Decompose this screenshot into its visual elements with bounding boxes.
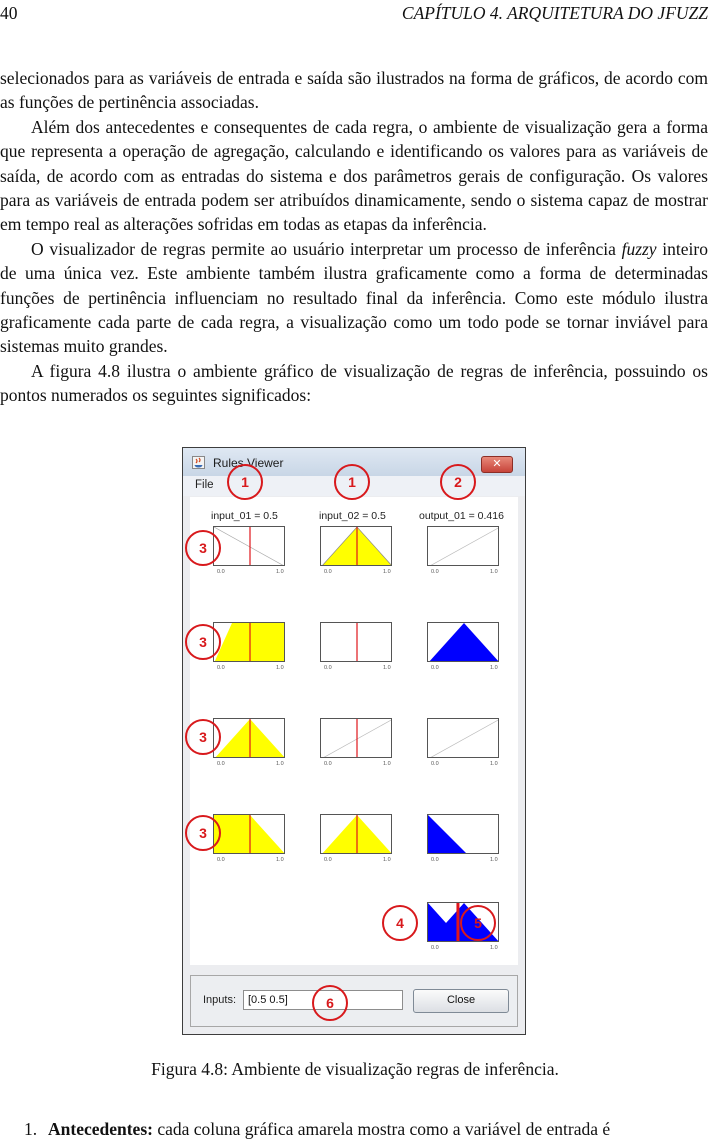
paragraph: A figura 4.8 ilustra o ambiente gráfico de visualização de regras de inferência, possuindo os pontos numerados os seguintes significados: <box>0 360 708 406</box>
column-header-input-02: input_02 = 0.5 <box>319 510 386 522</box>
callout-marker: 3 <box>185 530 221 566</box>
chapter-title: CAPÍTULO 4. ARQUITETURA DO JFUZZ <box>401 3 708 23</box>
java-app-icon <box>192 456 205 469</box>
tick-min: 0.0 <box>217 569 225 575</box>
rule-2-consequent-plot <box>427 622 499 662</box>
rule-4-antecedent-2-plot <box>320 814 392 854</box>
membership-triangle <box>428 623 499 662</box>
callout-marker: 6 <box>312 985 348 1021</box>
column-header-output-01: output_01 = 0.416 <box>419 510 504 522</box>
tick-max: 1.0 <box>490 665 498 671</box>
close-button[interactable]: Close <box>413 989 509 1013</box>
rule-3-antecedent-1-plot <box>213 718 285 758</box>
tick-min: 0.0 <box>431 945 439 951</box>
tick-min: 0.0 <box>217 761 225 767</box>
tick-max: 1.0 <box>383 761 391 767</box>
inputs-panel <box>190 975 518 1027</box>
list-term: Antecedentes: <box>48 1119 153 1139</box>
rule-3-consequent-plot <box>427 718 499 758</box>
tick-max: 1.0 <box>276 569 284 575</box>
tick-min: 0.0 <box>431 665 439 671</box>
tick-max: 1.0 <box>490 857 498 863</box>
tick-min: 0.0 <box>431 569 439 575</box>
page-header <box>0 3 710 25</box>
paragraph-text: O visualizador de regras permite ao usuário interpretar um processo de inferência <box>31 238 622 259</box>
rule-1-antecedent-1-plot <box>213 526 285 566</box>
tick-max: 1.0 <box>383 665 391 671</box>
tick-min: 0.0 <box>324 857 332 863</box>
tick-max: 1.0 <box>276 665 284 671</box>
tick-min: 0.0 <box>324 761 332 767</box>
tick-max: 1.0 <box>383 569 391 575</box>
rule-2-antecedent-1-plot <box>213 622 285 662</box>
tick-max: 1.0 <box>490 945 498 951</box>
tick-min: 0.0 <box>217 857 225 863</box>
callout-marker: 3 <box>185 624 221 660</box>
column-header-input-01: input_01 = 0.5 <box>211 510 278 522</box>
list-item <box>24 1119 710 1140</box>
rule-4-antecedent-1-plot <box>213 814 285 854</box>
menu-file[interactable]: File <box>195 479 214 491</box>
membership-function-line <box>428 527 499 566</box>
tick-min: 0.0 <box>217 665 225 671</box>
body-text <box>0 66 708 408</box>
membership-triangle <box>428 815 468 854</box>
rule-1-consequent-plot <box>427 526 499 566</box>
callout-marker: 5 <box>460 905 496 941</box>
paragraph <box>0 237 708 359</box>
tick-min: 0.0 <box>324 665 332 671</box>
paragraph-emphasis: fuzzy <box>621 238 657 259</box>
list-text: cada coluna gráfica amarela mostra como a variável de entrada é <box>152 1119 611 1139</box>
list-number: 1. <box>24 1119 38 1139</box>
callout-marker: 3 <box>185 815 221 851</box>
paragraph-text: inteiro de uma única vez. Este ambiente também ilustra graficamente como a forma de determinadas funções de pertinência influenciam no resultado final da inferência. Como este módulo ilustra graficamente cada parte de cada regra, a visualização como um todo pode se tornar inviável para sistemas muito grandes. <box>0 238 708 357</box>
window-title: Rules Viewer <box>213 456 284 470</box>
paragraph: selecionados para as variáveis de entrada e saída são ilustrados na forma de gráficos, de acordo com as funções de pertinência associadas. <box>0 68 708 113</box>
tick-max: 1.0 <box>276 761 284 767</box>
tick-max: 1.0 <box>383 857 391 863</box>
tick-min: 0.0 <box>431 857 439 863</box>
rules-plot-area <box>190 497 518 965</box>
callout-marker: 1 <box>227 464 263 500</box>
rule-2-antecedent-2-plot <box>320 622 392 662</box>
inputs-field[interactable]: [0.5 0.5] <box>243 990 403 1010</box>
tick-max: 1.0 <box>490 761 498 767</box>
figure-caption: Figura 4.8: Ambiente de visualização regras de inferência. <box>151 1059 559 1079</box>
callout-marker: 4 <box>382 905 418 941</box>
tick-min: 0.0 <box>431 761 439 767</box>
membership-function-line <box>428 719 499 758</box>
inputs-label: Inputs: <box>203 994 237 1006</box>
callout-marker: 1 <box>334 464 370 500</box>
tick-min: 0.0 <box>324 569 332 575</box>
tick-max: 1.0 <box>276 857 284 863</box>
rules-viewer-window <box>182 447 526 1035</box>
rule-3-antecedent-2-plot <box>320 718 392 758</box>
tick-max: 1.0 <box>490 569 498 575</box>
callout-marker: 2 <box>440 464 476 500</box>
callout-marker: 3 <box>185 719 221 755</box>
page-number: 40 <box>0 3 18 23</box>
window-close-icon[interactable]: ✕ <box>481 456 513 473</box>
rule-1-antecedent-2-plot <box>320 526 392 566</box>
rule-4-consequent-plot <box>427 814 499 854</box>
paragraph: Além dos antecedentes e consequentes de cada regra, o ambiente de visualização gera a forma que representa a operação de agregação, calculando e identificando os valores para as variáveis de saída, de acordo com as entradas do sistema e dos parâmetros gerais de configuração. Os valores para as variáveis de entrada podem ser atribuídos dinamicamente, sendo o sistema capaz de mostrar em tempo real as alterações sofridas em todas as etapas da inferência. <box>0 116 708 235</box>
